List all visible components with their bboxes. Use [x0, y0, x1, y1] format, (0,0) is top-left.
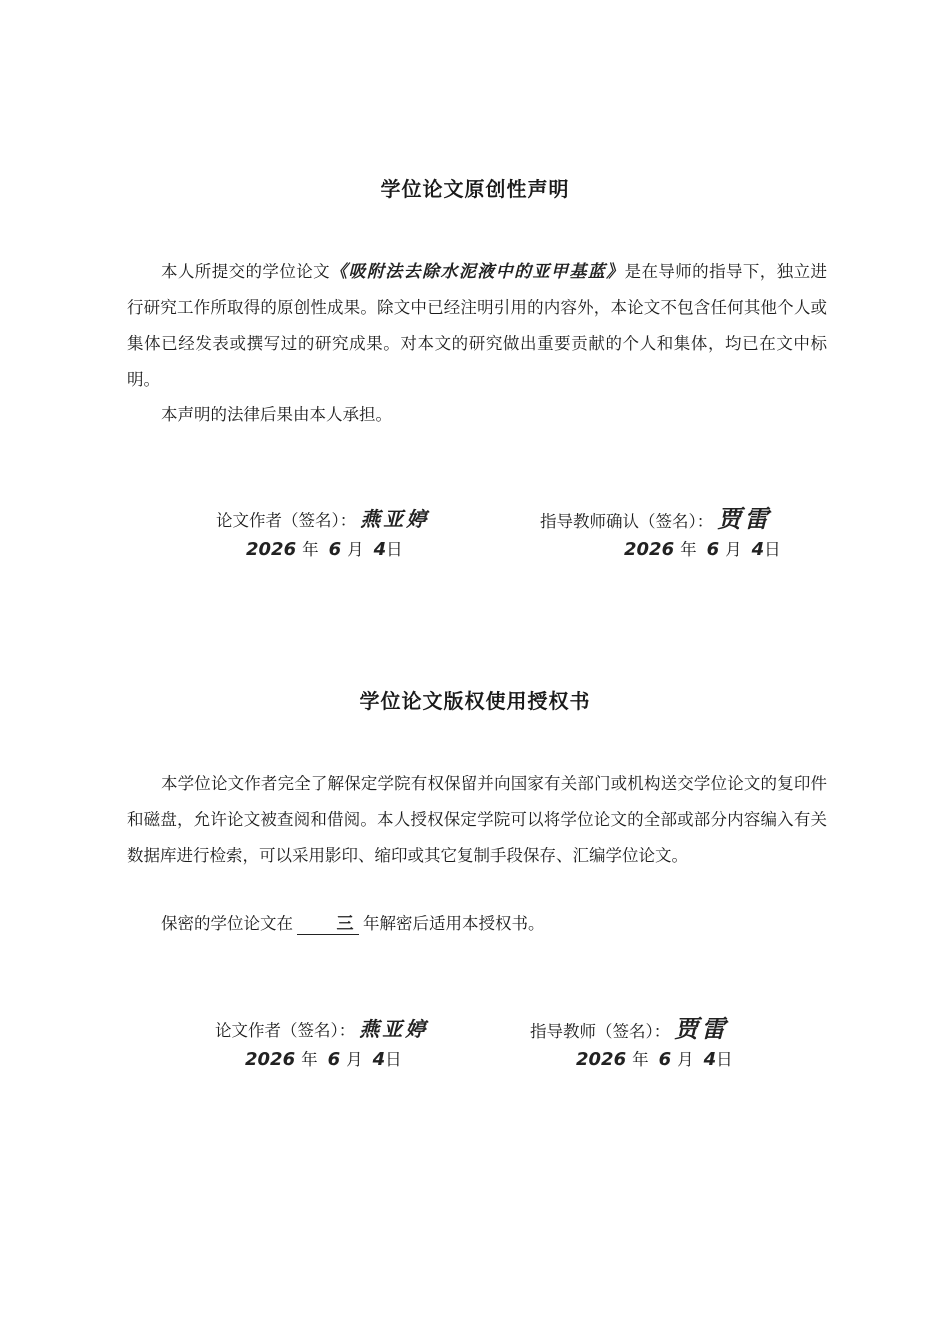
copyright-advisor-signature-block [530, 1014, 733, 1076]
date-month: 6 [328, 539, 342, 560]
year-label: 年 [302, 540, 319, 559]
month-label: 月 [347, 540, 364, 559]
day-label: 日 [716, 1050, 733, 1069]
copyright-paragraph-1: 本学位论文作者完全了解保定学院有权保留并向国家有关部门或机构送交学位论文的复印件和磁盘，允许论文被查阅和借阅。本人授权保定学院可以将学位论文的全部或部分内容编入有关数据库进行检索，可以采用影印、缩印或其它复制手段保存、汇编学位论文。 [127, 774, 827, 865]
copyright-p2-after: 年解密后适用本授权书。 [363, 914, 545, 933]
author-signature: 燕亚婷 [359, 1017, 429, 1041]
declaration-p1-after: 是在导师的指导下，独立进行研究工作所取得的原创性成果。除文中已经注明引用的内容外，本论文不包含任何其他个人或集体已经发表或撰写过的研究成果。对本文的研究做出重要贡献的个人和集体，均已在文中标明。 [127, 262, 828, 389]
thesis-title-handwritten: 《吸附法去除水泥液中的亚甲基蓝》 [330, 262, 625, 282]
confidential-years-field [297, 914, 359, 935]
date-day: 4 [703, 1049, 717, 1070]
copyright-author-signature-block [215, 1014, 428, 1076]
day-label: 日 [386, 540, 403, 559]
declaration-paragraph-1 [127, 254, 827, 398]
date-month: 6 [327, 1049, 341, 1070]
author-date [216, 534, 429, 566]
advisor-signature-label: 指导教师确认（签名）： [540, 512, 714, 531]
date-day: 4 [373, 539, 387, 560]
date-year: 2026 [576, 1049, 627, 1070]
declaration-author-signature-block [216, 504, 429, 566]
date-month: 6 [706, 539, 720, 560]
date-year: 2026 [245, 1049, 296, 1070]
advisor-date [530, 1044, 733, 1076]
declaration-p1-before: 本人所提交的学位论文 [161, 262, 331, 281]
copyright-title: 学位论文版权使用授权书 [359, 689, 591, 713]
declaration-title: 学位论文原创性声明 [380, 177, 570, 201]
month-label: 月 [346, 1050, 363, 1069]
advisor-signature: 贾雷 [717, 505, 772, 533]
month-label: 月 [677, 1050, 694, 1069]
author-signature-label: 论文作者（签名）： [215, 1021, 356, 1040]
advisor-signature-label: 指导教师（签名）： [530, 1022, 671, 1041]
author-date [215, 1044, 428, 1076]
date-year: 2026 [624, 539, 675, 560]
date-day: 4 [372, 1049, 386, 1070]
year-label: 年 [301, 1050, 318, 1069]
author-signature-label: 论文作者（签名）： [216, 511, 357, 530]
month-label: 月 [725, 540, 742, 559]
date-year: 2026 [246, 539, 297, 560]
day-label: 日 [764, 540, 781, 559]
date-month: 6 [658, 1049, 672, 1070]
advisor-date [540, 534, 781, 566]
advisor-signature: 贾雷 [674, 1015, 729, 1043]
author-signature: 燕亚婷 [360, 507, 430, 531]
confidential-years: 三 [336, 914, 354, 934]
copyright-p2-before: 保密的学位论文在 [161, 914, 293, 933]
year-label: 年 [632, 1050, 649, 1069]
copyright-paragraph-2 [127, 906, 827, 942]
declaration-advisor-signature-block [540, 504, 781, 566]
day-label: 日 [385, 1050, 402, 1069]
declaration-paragraph-2: 本声明的法律后果由本人承担。 [161, 405, 392, 424]
date-day: 4 [751, 539, 765, 560]
year-label: 年 [680, 540, 697, 559]
